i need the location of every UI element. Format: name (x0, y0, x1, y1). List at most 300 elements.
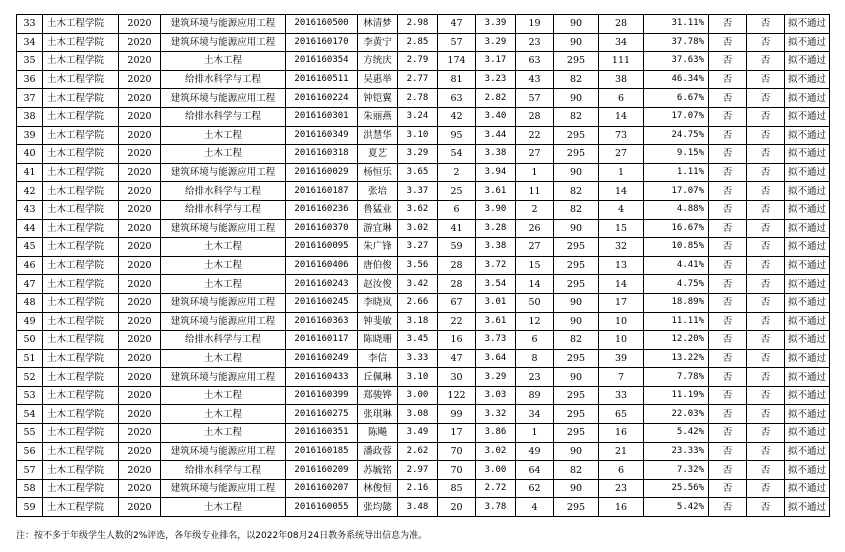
table-cell: 否 (709, 275, 747, 294)
table-cell: 295 (554, 386, 599, 405)
table-cell: 42 (17, 182, 43, 201)
table-row (17, 163, 830, 182)
table-cell: 2020 (119, 498, 161, 517)
table-cell: 拟不通过 (785, 126, 830, 145)
table-cell: 295 (554, 498, 599, 517)
table-cell: 90 (554, 312, 599, 331)
table-cell: 2016160370 (286, 219, 358, 238)
table-row (17, 70, 830, 89)
table-cell: 65 (599, 405, 644, 424)
table-row (17, 145, 830, 164)
table-cell: 否 (747, 331, 785, 350)
table-cell: 41 (438, 219, 476, 238)
table-cell: 拟不通过 (785, 331, 830, 350)
table-cell: 90 (554, 368, 599, 387)
table-cell: 2020 (119, 33, 161, 52)
table-row (17, 368, 830, 387)
table-cell: 99 (438, 405, 476, 424)
table-cell: 85 (438, 479, 476, 498)
table-cell: 3.72 (476, 256, 516, 275)
table-cell: 295 (554, 349, 599, 368)
table-cell: 13 (599, 256, 644, 275)
table-cell: 否 (709, 89, 747, 108)
table-cell: 48 (17, 293, 43, 312)
table-cell: 3.54 (476, 275, 516, 294)
table-cell: 27 (516, 238, 554, 257)
table-cell: 3.49 (398, 424, 438, 443)
table-cell: 土木工程学院 (43, 479, 119, 498)
table-cell: 2 (438, 163, 476, 182)
table-cell: 54 (438, 145, 476, 164)
table-cell: 52 (17, 368, 43, 387)
table-cell: 2020 (119, 349, 161, 368)
table-cell: 否 (709, 498, 747, 517)
table-cell: 3.86 (476, 424, 516, 443)
table-cell: 3.37 (398, 182, 438, 201)
table-cell: 拟不通过 (785, 52, 830, 71)
table-cell: 64 (516, 461, 554, 480)
table-cell: 59 (17, 498, 43, 517)
table-cell: 2016160207 (286, 479, 358, 498)
table-cell: 43 (516, 70, 554, 89)
table-cell: 夏艺 (358, 145, 398, 164)
table-cell: 否 (747, 52, 785, 71)
table-cell: 90 (554, 479, 599, 498)
table-cell: 给排水科学与工程 (161, 461, 286, 480)
table-cell: 50 (516, 293, 554, 312)
table-cell: 游宜琳 (358, 219, 398, 238)
table-row (17, 89, 830, 108)
table-cell: 拟不通过 (785, 293, 830, 312)
table-cell: 否 (709, 163, 747, 182)
table-cell: 方统庆 (358, 52, 398, 71)
table-cell: 2020 (119, 424, 161, 443)
table-cell: 70 (438, 461, 476, 480)
table-cell: 土木工程学院 (43, 424, 119, 443)
table-cell: 2020 (119, 405, 161, 424)
table-cell: 否 (747, 238, 785, 257)
table-cell: 给排水科学与工程 (161, 70, 286, 89)
table-row (17, 33, 830, 52)
table-cell: 3.00 (476, 461, 516, 480)
table-cell: 31.11% (644, 15, 709, 34)
table-cell: 土木工程 (161, 405, 286, 424)
table-cell: 3.73 (476, 331, 516, 350)
table-cell: 295 (554, 424, 599, 443)
table-row (17, 386, 830, 405)
table-cell: 土木工程 (161, 126, 286, 145)
table-cell: 50 (17, 331, 43, 350)
table-cell: 拟不通过 (785, 312, 830, 331)
table-cell: 2020 (119, 15, 161, 34)
table-cell: 2 (516, 200, 554, 219)
table-cell: 73 (599, 126, 644, 145)
table-cell: 37.78% (644, 33, 709, 52)
table-cell: 否 (747, 200, 785, 219)
table-cell: 否 (709, 461, 747, 480)
table-cell: 潘政蓉 (358, 442, 398, 461)
table-cell: 2016160301 (286, 107, 358, 126)
table-row (17, 238, 830, 257)
table-cell: 2020 (119, 107, 161, 126)
table-cell: 2016160055 (286, 498, 358, 517)
table-cell: 17.07% (644, 182, 709, 201)
table-cell: 20 (438, 498, 476, 517)
table-cell: 90 (554, 15, 599, 34)
table-cell: 拟不通过 (785, 479, 830, 498)
table-cell: 6 (599, 89, 644, 108)
table-cell: 90 (554, 33, 599, 52)
table-cell: 34 (17, 33, 43, 52)
table-row (17, 256, 830, 275)
table-cell: 33 (599, 386, 644, 405)
table-cell: 11.19% (644, 386, 709, 405)
table-cell: 否 (747, 368, 785, 387)
table-cell: 2016160399 (286, 386, 358, 405)
table-cell: 3.38 (476, 145, 516, 164)
table-cell: 陈晓珊 (358, 331, 398, 350)
table-cell: 30 (438, 368, 476, 387)
table-cell: 否 (709, 200, 747, 219)
table-cell: 3.28 (476, 219, 516, 238)
table-cell: 1 (516, 424, 554, 443)
table-cell: 54 (17, 405, 43, 424)
table-cell: 陈飚 (358, 424, 398, 443)
table-cell: 3.65 (398, 163, 438, 182)
table-cell: 土木工程学院 (43, 331, 119, 350)
table-cell: 2016160406 (286, 256, 358, 275)
table-cell: 23 (599, 479, 644, 498)
table-cell: 3.42 (398, 275, 438, 294)
table-cell: 否 (747, 15, 785, 34)
table-cell: 2020 (119, 126, 161, 145)
table-cell: 12 (516, 312, 554, 331)
table-cell: 42 (438, 107, 476, 126)
table-cell: 7.32% (644, 461, 709, 480)
table-cell: 55 (17, 424, 43, 443)
table-cell: 46.34% (644, 70, 709, 89)
table-cell: 53 (17, 386, 43, 405)
table-cell: 鲁猛业 (358, 200, 398, 219)
table-cell: 90 (554, 442, 599, 461)
table-cell: 否 (747, 498, 785, 517)
table-cell: 12.20% (644, 331, 709, 350)
table-cell: 82 (554, 461, 599, 480)
table-cell: 2020 (119, 293, 161, 312)
table-cell: 3.64 (476, 349, 516, 368)
table-cell: 2016160224 (286, 89, 358, 108)
table-cell: 3.45 (398, 331, 438, 350)
table-cell: 郑骏铧 (358, 386, 398, 405)
table-cell: 2016160029 (286, 163, 358, 182)
table-cell: 11.11% (644, 312, 709, 331)
table-cell: 3.03 (476, 386, 516, 405)
table-cell: 拟不通过 (785, 89, 830, 108)
table-cell: 3.39 (476, 15, 516, 34)
table-row (17, 107, 830, 126)
table-cell: 拟不通过 (785, 163, 830, 182)
table-cell: 1.11% (644, 163, 709, 182)
table-cell: 34 (516, 405, 554, 424)
table-cell: 2020 (119, 163, 161, 182)
table-cell: 295 (554, 256, 599, 275)
table-cell: 82 (554, 70, 599, 89)
table-cell: 6 (516, 331, 554, 350)
table-cell: 37.63% (644, 52, 709, 71)
table-cell: 23 (516, 368, 554, 387)
table-row (17, 349, 830, 368)
table-cell: 17 (438, 424, 476, 443)
table-cell: 3.94 (476, 163, 516, 182)
table-cell: 59 (438, 238, 476, 257)
table-cell: 122 (438, 386, 476, 405)
table-cell: 3.10 (398, 126, 438, 145)
table-cell: 林清梦 (358, 15, 398, 34)
table-row (17, 424, 830, 443)
table-cell: 否 (747, 182, 785, 201)
table-cell: 3.40 (476, 107, 516, 126)
table-row (17, 498, 830, 517)
table-cell: 16 (599, 498, 644, 517)
table-cell: 6 (599, 461, 644, 480)
table-cell: 否 (747, 386, 785, 405)
table-cell: 5.42% (644, 424, 709, 443)
table-cell: 否 (747, 461, 785, 480)
table-cell: 朱广锋 (358, 238, 398, 257)
table-cell: 2020 (119, 52, 161, 71)
table-cell: 15 (599, 219, 644, 238)
table-cell: 3.18 (398, 312, 438, 331)
table-cell: 吴惠举 (358, 70, 398, 89)
table-cell: 土木工程学院 (43, 200, 119, 219)
table-cell: 土木工程 (161, 424, 286, 443)
table-cell: 82 (554, 182, 599, 201)
table-cell: 土木工程学院 (43, 107, 119, 126)
table-row (17, 219, 830, 238)
table-cell: 否 (709, 368, 747, 387)
table-cell: 土木工程学院 (43, 15, 119, 34)
table-cell: 2020 (119, 275, 161, 294)
table-cell: 1 (516, 163, 554, 182)
table-cell: 25.56% (644, 479, 709, 498)
table-cell: 土木工程学院 (43, 312, 119, 331)
table-cell: 建筑环境与能源应用工程 (161, 163, 286, 182)
table-cell: 2020 (119, 200, 161, 219)
table-cell: 否 (709, 479, 747, 498)
table-cell: 38 (17, 107, 43, 126)
table-cell: 土木工程学院 (43, 182, 119, 201)
table-cell: 15 (516, 256, 554, 275)
table-cell: 土木工程学院 (43, 461, 119, 480)
table-cell: 2.16 (398, 479, 438, 498)
table-cell: 张均懿 (358, 498, 398, 517)
table-cell: 给排水科学与工程 (161, 200, 286, 219)
table-cell: 否 (709, 52, 747, 71)
table-cell: 2016160209 (286, 461, 358, 480)
table-cell: 建筑环境与能源应用工程 (161, 368, 286, 387)
table-cell: 土木工程学院 (43, 238, 119, 257)
table-cell: 拟不通过 (785, 70, 830, 89)
table-cell: 28 (599, 15, 644, 34)
table-row (17, 442, 830, 461)
table-cell: 47 (17, 275, 43, 294)
table-cell: 58 (17, 479, 43, 498)
table-cell: 土木工程学院 (43, 33, 119, 52)
table-cell: 2020 (119, 386, 161, 405)
table-cell: 13.22% (644, 349, 709, 368)
table-cell: 否 (747, 275, 785, 294)
table-cell: 唐伯俊 (358, 256, 398, 275)
table-cell: 22.03% (644, 405, 709, 424)
table-cell: 土木工程 (161, 349, 286, 368)
table-cell: 81 (438, 70, 476, 89)
table-cell: 张培 (358, 182, 398, 201)
table-row (17, 479, 830, 498)
table-cell: 否 (747, 163, 785, 182)
table-cell: 否 (709, 256, 747, 275)
table-cell: 3.61 (476, 312, 516, 331)
table-cell: 否 (709, 386, 747, 405)
table-cell: 拟不通过 (785, 200, 830, 219)
table-cell: 否 (747, 107, 785, 126)
table-cell: 90 (554, 163, 599, 182)
footnote: 注：按不多于年级学生人数的2%评选，各年级专业排名，以2022年08月24日教务系统导出信息为准。 (16, 531, 428, 541)
table-cell: 70 (438, 442, 476, 461)
table-cell: 2016160236 (286, 200, 358, 219)
table-cell: 174 (438, 52, 476, 71)
table-cell: 2020 (119, 182, 161, 201)
table-cell: 1 (599, 163, 644, 182)
table-cell: 23.33% (644, 442, 709, 461)
table-cell: 土木工程学院 (43, 442, 119, 461)
table-cell: 28 (516, 107, 554, 126)
table-cell: 否 (747, 70, 785, 89)
table-cell: 土木工程学院 (43, 256, 119, 275)
table-cell: 否 (709, 182, 747, 201)
table-cell: 否 (709, 293, 747, 312)
table-cell: 9.15% (644, 145, 709, 164)
table-cell: 否 (747, 89, 785, 108)
table-cell: 3.24 (398, 107, 438, 126)
table-cell: 拟不通过 (785, 145, 830, 164)
table-cell: 2020 (119, 145, 161, 164)
table-cell: 钟铠翼 (358, 89, 398, 108)
table-cell: 2020 (119, 442, 161, 461)
table-cell: 否 (747, 126, 785, 145)
table-cell: 18.89% (644, 293, 709, 312)
table-cell: 建筑环境与能源应用工程 (161, 442, 286, 461)
table-cell: 否 (747, 312, 785, 331)
table-cell: 2.72 (476, 479, 516, 498)
table-cell: 43 (17, 200, 43, 219)
table-cell: 46 (17, 256, 43, 275)
table-cell: 否 (709, 442, 747, 461)
table-cell: 土木工程学院 (43, 386, 119, 405)
table-cell: 21 (599, 442, 644, 461)
table-cell: 否 (709, 126, 747, 145)
table-cell: 111 (599, 52, 644, 71)
table-cell: 28 (438, 275, 476, 294)
table-cell: 16 (438, 331, 476, 350)
table-cell: 拟不通过 (785, 107, 830, 126)
table-cell: 2020 (119, 331, 161, 350)
table-cell: 2016160351 (286, 424, 358, 443)
table-cell: 95 (438, 126, 476, 145)
table-cell: 土木工程 (161, 275, 286, 294)
table-cell: 4.88% (644, 200, 709, 219)
table-cell: 2020 (119, 219, 161, 238)
table-cell: 14 (599, 182, 644, 201)
table-cell: 4 (599, 200, 644, 219)
table-cell: 295 (554, 52, 599, 71)
table-cell: 否 (747, 219, 785, 238)
table-cell: 张琪琳 (358, 405, 398, 424)
table-cell: 3.00 (398, 386, 438, 405)
table-cell: 否 (709, 145, 747, 164)
table-cell: 土木工程学院 (43, 293, 119, 312)
table-cell: 3.27 (398, 238, 438, 257)
table-cell: 3.90 (476, 200, 516, 219)
table-cell: 63 (438, 89, 476, 108)
table-cell: 土木工程 (161, 386, 286, 405)
table-cell: 28 (438, 256, 476, 275)
table-cell: 3.62 (398, 200, 438, 219)
table-cell: 拟不通过 (785, 219, 830, 238)
table-cell: 2016160243 (286, 275, 358, 294)
table-cell: 否 (709, 331, 747, 350)
table-cell: 拟不通过 (785, 442, 830, 461)
table-cell: 杨恒乐 (358, 163, 398, 182)
table-cell: 22 (516, 126, 554, 145)
table-cell: 2016160318 (286, 145, 358, 164)
table-cell: 否 (709, 219, 747, 238)
table-cell: 2016160354 (286, 52, 358, 71)
table-cell: 拟不通过 (785, 256, 830, 275)
table-cell: 49 (17, 312, 43, 331)
table-cell: 90 (554, 219, 599, 238)
table-cell: 否 (747, 405, 785, 424)
table-cell: 3.23 (476, 70, 516, 89)
table-cell: 295 (554, 238, 599, 257)
table-cell: 否 (709, 405, 747, 424)
table-cell: 2.97 (398, 461, 438, 480)
table-cell: 给排水科学与工程 (161, 107, 286, 126)
table-cell: 10 (599, 312, 644, 331)
table-cell: 16 (599, 424, 644, 443)
table-cell: 57 (516, 89, 554, 108)
table-cell: 33 (17, 15, 43, 34)
table-cell: 4.41% (644, 256, 709, 275)
table-cell: 拟不通过 (785, 424, 830, 443)
table-cell: 2016160170 (286, 33, 358, 52)
table-cell: 拟不通过 (785, 405, 830, 424)
table-cell: 295 (554, 405, 599, 424)
table-cell: 5.42% (644, 498, 709, 517)
table-cell: 拟不通过 (785, 498, 830, 517)
table-row (17, 15, 830, 34)
table-cell: 38 (599, 70, 644, 89)
table-cell: 2020 (119, 256, 161, 275)
table-cell: 土木工程学院 (43, 89, 119, 108)
table-cell: 3.44 (476, 126, 516, 145)
table-cell: 土木工程 (161, 238, 286, 257)
table-cell: 3.56 (398, 256, 438, 275)
table-row (17, 126, 830, 145)
table-cell: 3.10 (398, 368, 438, 387)
table-cell: 2.79 (398, 52, 438, 71)
table-cell: 2016160185 (286, 442, 358, 461)
results-table (16, 14, 830, 517)
